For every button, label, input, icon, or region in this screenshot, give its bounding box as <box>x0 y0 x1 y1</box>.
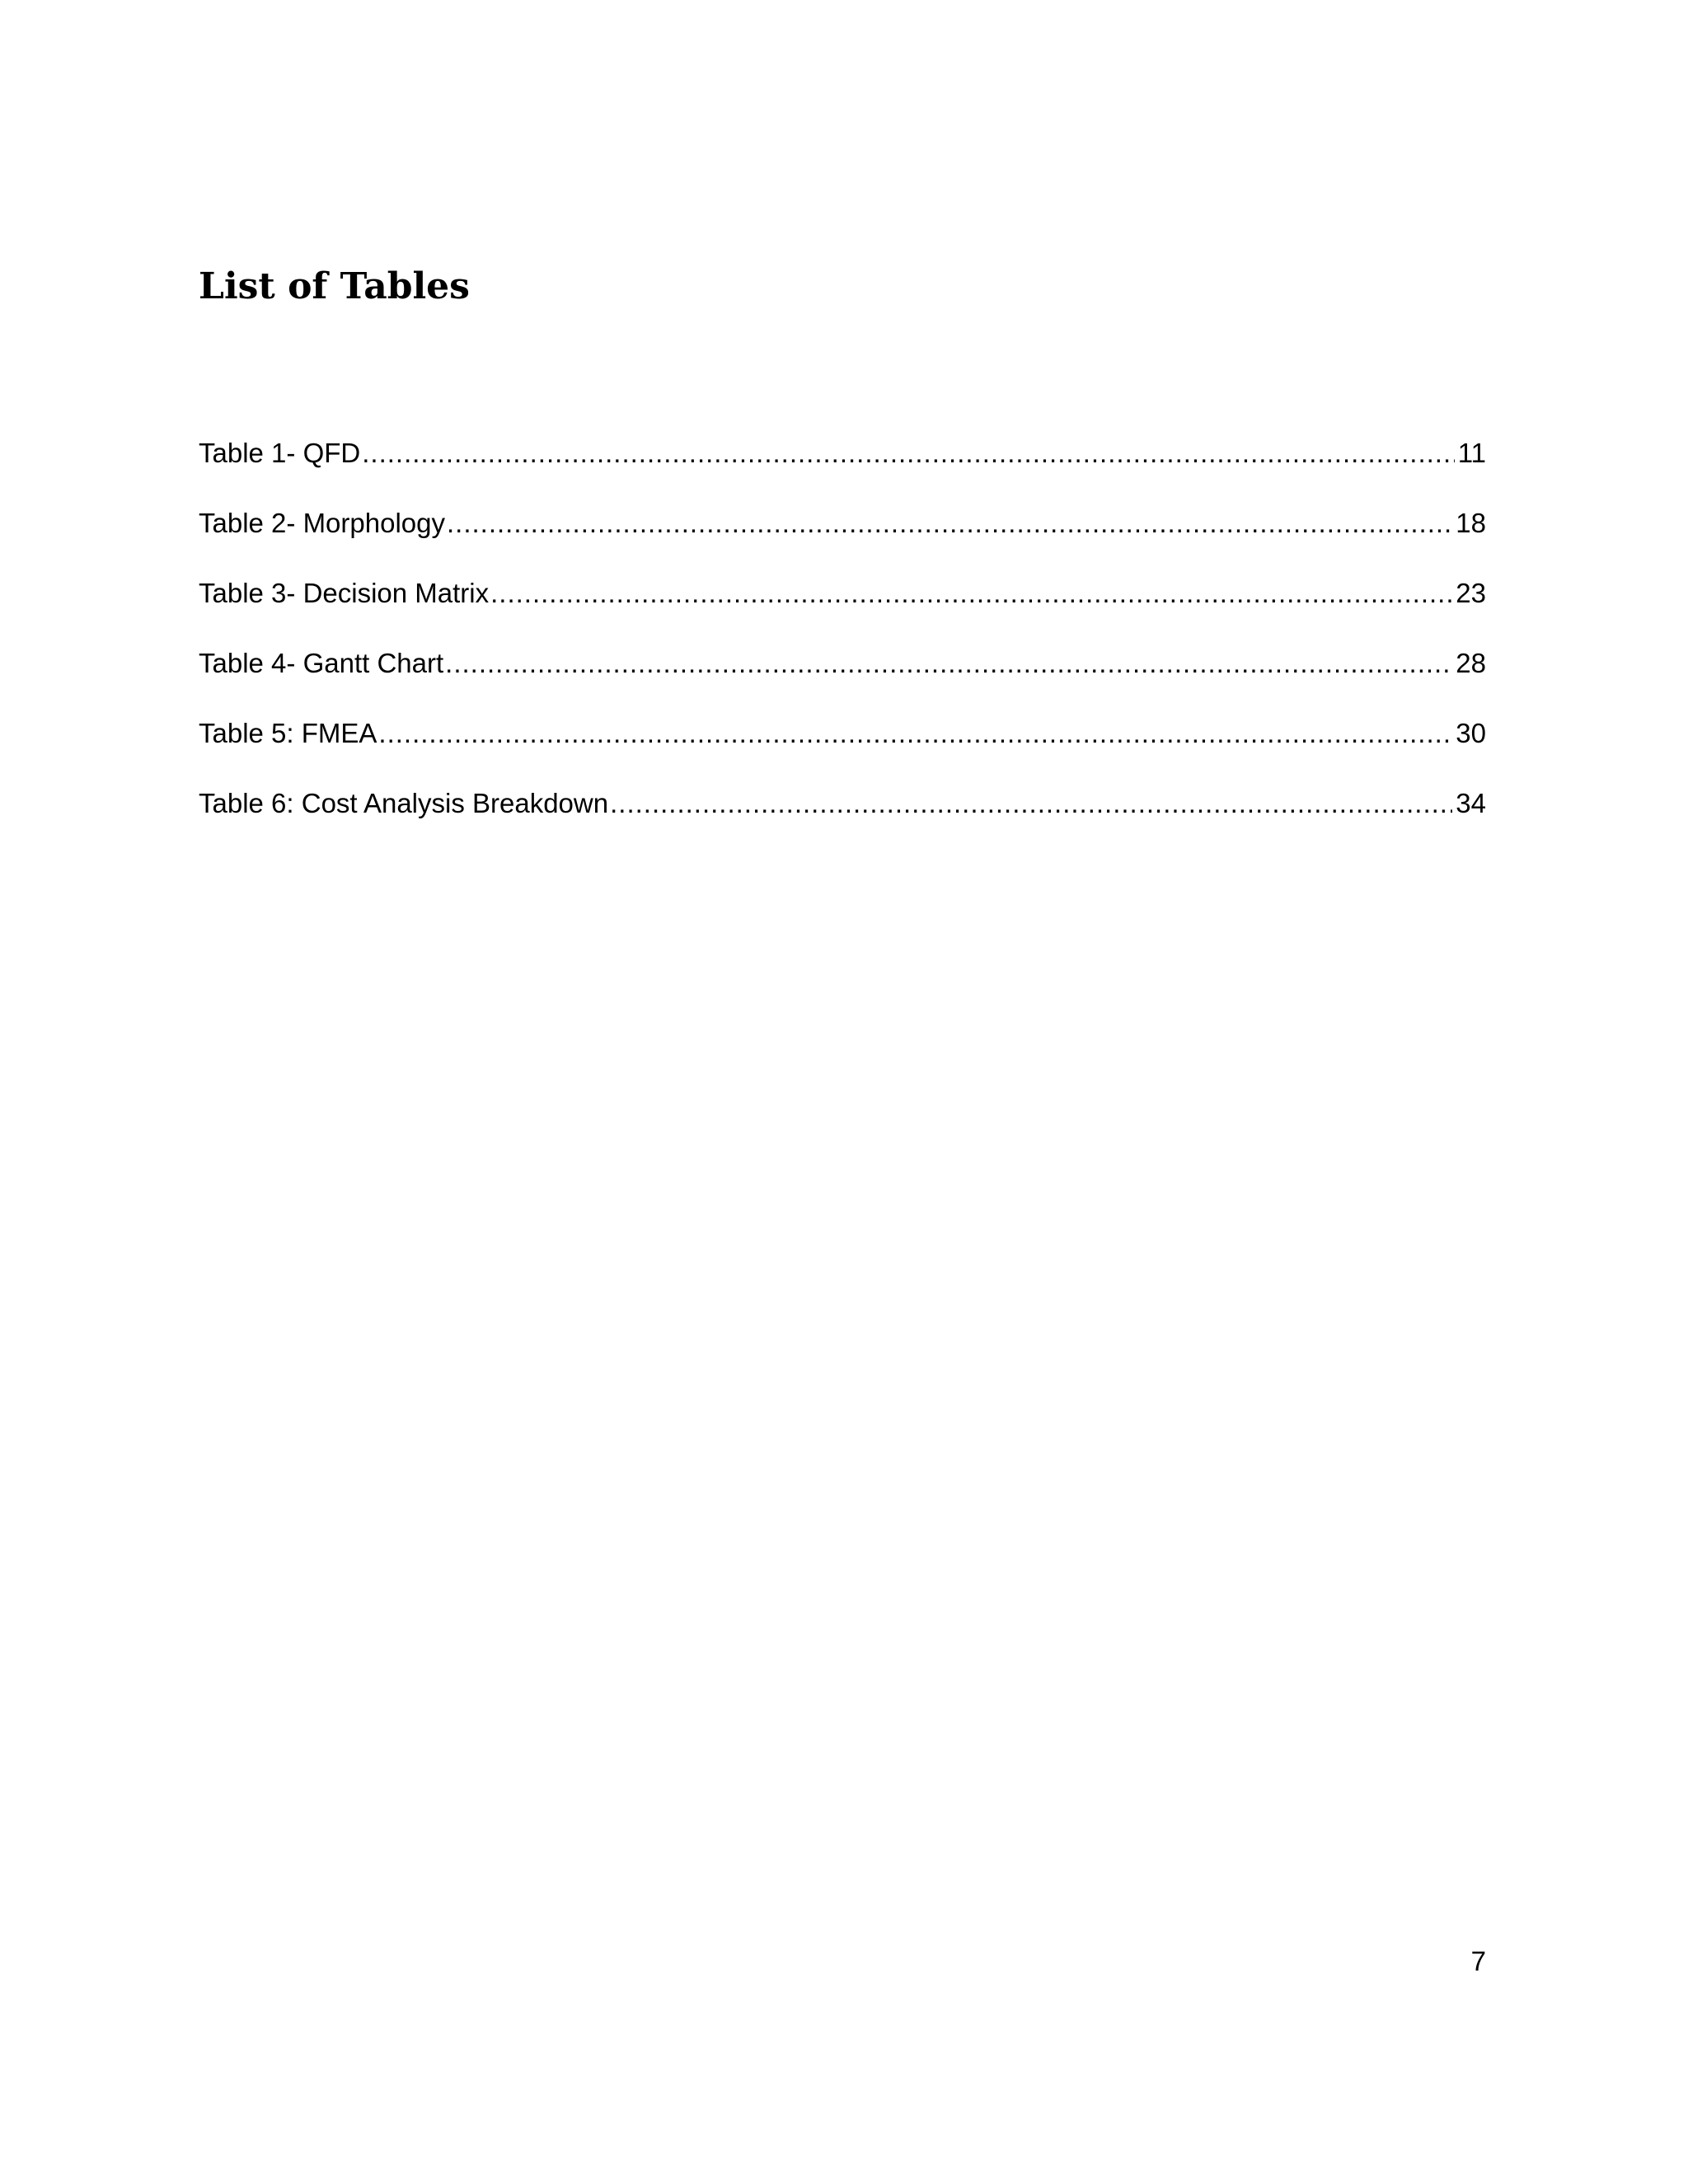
toc-entry-page: 23 <box>1456 578 1486 608</box>
toc-entry-label: Table 2- Morphology <box>199 508 445 538</box>
list-of-tables <box>199 429 1486 849</box>
toc-entry-label: Table 4- Gantt Chart <box>199 648 444 678</box>
toc-entry-label: Table 5: FMEA <box>199 718 377 748</box>
dot-leader <box>610 779 1452 828</box>
toc-entry-page: 34 <box>1456 788 1486 818</box>
toc-entry-page: 28 <box>1456 648 1486 678</box>
toc-entry[interactable] <box>199 569 1486 639</box>
toc-entry-label: Table 6: Cost Analysis Breakdown <box>199 788 609 818</box>
toc-entry-page: 30 <box>1456 718 1486 748</box>
toc-entry[interactable] <box>199 779 1486 849</box>
toc-entry-label: Table 3- Decision Matrix <box>199 578 490 608</box>
toc-entry-page: 18 <box>1456 508 1486 538</box>
toc-entry-page: 11 <box>1457 438 1486 468</box>
page-title: List of Tables <box>199 265 470 307</box>
toc-entry[interactable] <box>199 429 1486 499</box>
toc-entry[interactable] <box>199 499 1486 569</box>
dot-leader <box>447 499 1452 548</box>
dot-leader <box>362 429 1455 478</box>
toc-entry-label: Table 1- QFD <box>199 438 361 468</box>
dot-leader <box>445 639 1452 688</box>
dot-leader <box>378 709 1452 758</box>
toc-entry[interactable] <box>199 709 1486 779</box>
dot-leader <box>490 569 1452 618</box>
page-number: 7 <box>1470 1946 1486 1976</box>
toc-entry[interactable] <box>199 639 1486 709</box>
